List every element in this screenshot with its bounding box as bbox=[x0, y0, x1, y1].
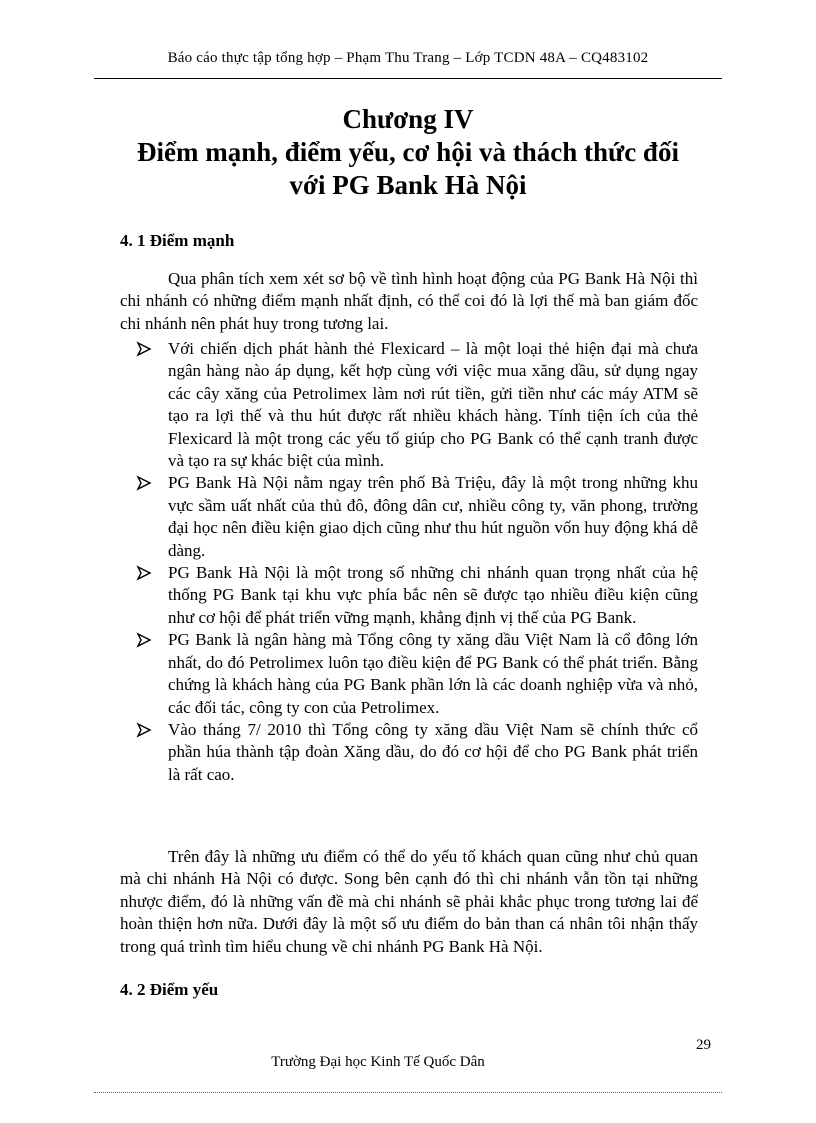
arrowhead-bullet-icon bbox=[136, 338, 154, 360]
arrowhead-bullet-icon bbox=[136, 472, 154, 494]
chapter-title bbox=[0, 103, 816, 202]
page-number: 29 bbox=[696, 1037, 711, 1053]
arrowhead-bullet-icon bbox=[136, 629, 154, 651]
arrowhead-bullet-icon bbox=[136, 562, 154, 584]
header-divider bbox=[94, 78, 722, 79]
list-item bbox=[136, 719, 698, 786]
footer-text: Trường Đại học Kinh Tế Quốc Dân bbox=[271, 1054, 485, 1070]
chapter-title-line-2: với PG Bank Hà Nội bbox=[289, 170, 527, 200]
page-header: Báo cáo thực tập tổng hợp – Phạm Thu Trang – Lớp TCDN 48A – CQ483102 bbox=[167, 50, 649, 66]
list-item-text: PG Bank Hà Nội nằm ngay trên phố Bà Triệu, đây là một trong những khu vực sầm uất nhất của thủ đô, đông dân cư, nhiều công ty, văn phong, trường đại học nên điều kiện giao dịch cũng như thu hút nguồn vốn huy động khá dễ dàng. bbox=[168, 473, 698, 560]
footer-divider bbox=[94, 1092, 722, 1093]
list-item bbox=[136, 562, 698, 629]
list-item-text: Vào tháng 7/ 2010 thì Tổng công ty xăng dầu Việt Nam sẽ chính thức cổ phần húa thành tập đoàn Xăng dầu, do đó cơ hội để cho PG Bank phát triển là rất cao. bbox=[168, 719, 698, 784]
list-item-text: PG Bank là ngân hàng mà Tổng công ty xăng dầu Việt Nam là cổ đông lớn nhất, do đó Petrolimex luôn tạo điều kiện để PG Bank có thể phát triển. Bằng chứng là khách hàng của PG Bank phần lớn là các doanh nghiệp vừa và nhỏ, các đối tác, công ty con của Petrolimex. bbox=[168, 630, 698, 717]
conclusion-paragraph: Trên đây là những ưu điểm có thể do yếu tố khách quan cũng như chủ quan mà chi nhánh Hà Nội có được. Song bên cạnh đó thì chi nhánh vẫn tồn tại những nhược điểm, đó là những vấn đề mà chi nhánh sẽ phải khắc phục trong tương lai để hoàn thiện hơn nữa. Dưới đây là một số ưu điểm do bản than cá nhân tôi nhận thấy trong quá trình tìm hiểu chung về chi nhánh PG Bank Hà Nội. bbox=[120, 847, 698, 956]
section-heading-strengths: 4. 1 Điểm mạnh bbox=[120, 231, 235, 250]
list-item bbox=[136, 629, 698, 719]
arrowhead-bullet-icon bbox=[136, 719, 154, 741]
list-item bbox=[136, 338, 698, 472]
chapter-title-line-1: Điểm mạnh, điểm yếu, cơ hội và thách thức đối bbox=[137, 137, 679, 167]
list-item-text: PG Bank Hà Nội là một trong số những chi nhánh quan trọng nhất của hệ thống PG Bank tại khu vực phía bắc nên sẽ được tạo nhiều điều kiện cũng như cơ hội để phát triển vững mạnh, khẳng định vị thế của PG Bank. bbox=[168, 563, 698, 627]
list-item-text: Với chiến dịch phát hành thẻ Flexicard – là một loại thẻ hiện đại mà chưa ngân hàng nào áp dụng, kết hợp cùng với việc mua xăng dầu, sử dụng ngay các cây xăng của Petrolimex làm nơi rút tiền, gửi tiền như các máy ATM sẽ tạo ra lợi thế và thu hút được rất nhiều khách hàng. Tính tiện ích của thẻ Flexicard là một trong các yếu tố giúp cho PG Bank có thể cạnh tranh được và tạo ra sự khác biệt của mình. bbox=[168, 339, 698, 471]
intro-paragraph: Qua phân tích xem xét sơ bộ về tình hình hoạt động của PG Bank Hà Nội thì chi nhánh có những điểm mạnh nhất định, có thể coi đó là lợi thế mà ban giám đốc chi nhánh nên phát huy trong tương lai. bbox=[120, 269, 698, 333]
section-heading-weaknesses: 4. 2 Điểm yếu bbox=[120, 980, 219, 999]
list-item bbox=[136, 472, 698, 562]
strengths-list bbox=[136, 338, 698, 786]
chapter-number: Chương IV bbox=[342, 104, 474, 134]
